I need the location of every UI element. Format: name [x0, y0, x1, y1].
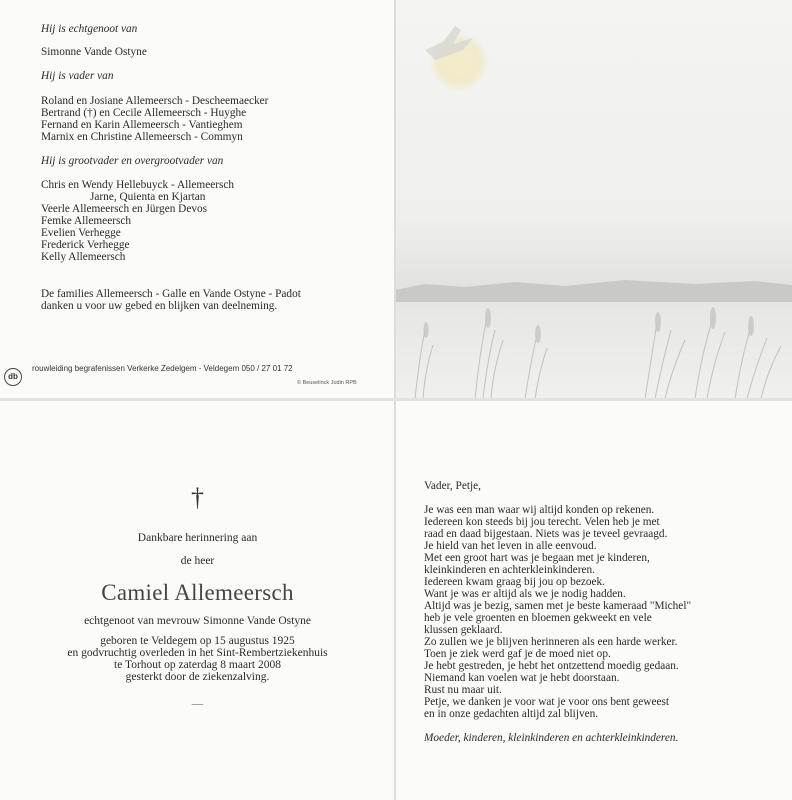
signature: Moeder, kinderen, kleinkinderen en achterkleinkinderen. — [424, 732, 679, 744]
spouse-line: echtgenoot van mevrouw Simonne Vande Ostyne — [84, 615, 311, 627]
poem-line: klussen geklaard. — [424, 624, 503, 636]
poem-line: Iedereen kon steeds bij jou terecht. Velen heb je met — [424, 516, 660, 528]
poem-line: raad en daad bijgestaan. Niets was je teveel gevraagd. — [424, 528, 668, 540]
detail-line: te Torhout op zaterdag 8 maart 2008 — [114, 659, 281, 671]
deceased-name: Camiel Allemeersch — [101, 580, 294, 605]
detail-line: gesterkt door de ziekenzalving. — [125, 671, 270, 683]
poem-line: Je hebt gestreden, je hebt het ontzettend moedig gedaan. — [424, 660, 679, 672]
poem-line: Altijd was je bezig, samen met je beste kameraad "Michel" — [424, 600, 692, 612]
honorific: de heer — [180, 555, 215, 567]
poem-line: Met een groot hart was je begaan met je kinderen, — [424, 552, 650, 564]
families-thanks-line: danken u voor uw gebed en blijken van deelneming. — [41, 300, 278, 312]
spouse-heading: Hij is echtgenoot van — [41, 23, 138, 35]
poem-line: Toen je ziek werd gaf je de moed niet op. — [424, 648, 611, 660]
grandchild-line: Jarne, Quienta en Kjartan — [90, 191, 206, 203]
detail-line: geboren te Veldegem op 15 augustus 1925 — [100, 635, 295, 647]
grandchild-line: Evelien Verhegge — [41, 227, 121, 239]
grandparent-heading: Hij is grootvader en overgrootvader van — [41, 155, 224, 167]
lake-landscape-image — [395, 0, 792, 399]
poem-line: heb je vele groenten en bloemen gekweekt en vele — [424, 612, 652, 624]
grandchild-line: Femke Allemeersch — [41, 215, 132, 227]
copyright-text: © Beuselinck Judin RPB — [297, 380, 357, 386]
poem-line: Niemand kan voelen wat je hebt doorstaan. — [424, 672, 620, 684]
poem-line: Petje, we danken je voor wat je voor ons bent geweest — [424, 696, 670, 708]
grandchild-line: Kelly Allemeersch — [41, 251, 126, 263]
horizontal-fold — [0, 398, 792, 401]
poem-line: kleinkinderen en achterkleinkinderen. — [424, 564, 595, 576]
poem-line: en in onze gedachten altijd zal blijven. — [424, 708, 599, 720]
grandchild-line: Chris en Wendy Hellebuyck - Allemeersch — [41, 179, 235, 191]
cross-icon: † — [191, 483, 204, 512]
panel-photo — [395, 0, 792, 399]
divider: — — [191, 698, 204, 710]
father-heading: Hij is vader van — [41, 70, 114, 82]
child-line: Roland en Josiane Allemeersch - Descheemaecker — [41, 95, 269, 107]
poem-line: Want je was er altijd als we je nodig hadden. — [424, 588, 626, 600]
families-thanks-line: De families Allemeersch - Galle en Vande Ostyne - Padot — [41, 288, 301, 300]
spouse-name: Simonne Vande Ostyne — [41, 46, 147, 58]
child-line: Marnix en Christine Allemeersch - Commyn — [41, 131, 243, 143]
greeting: Vader, Petje, — [424, 480, 481, 492]
poem-line: Rust nu maar uit. — [424, 684, 502, 696]
funeral-home-logo: db — [4, 368, 22, 386]
child-line: Bertrand (†) en Cecile Allemeersch - Huyghe — [41, 107, 247, 119]
child-line: Fernand en Karin Allemeersch - Vantieghem — [41, 119, 243, 131]
detail-line: en godvruchtig overleden in het Sint-Rembertziekenhuis — [67, 647, 328, 659]
poem-line: Je was een man waar wij altijd konden op rekenen. — [424, 504, 655, 516]
poem-line: Iedereen kwam graag bij jou op bezoek. — [424, 576, 605, 588]
funeral-home-text: rouwleiding begrafenissen Verkerke Zedelgem - Veldegem 050 / 27 01 72 — [32, 364, 293, 373]
memorial-line: Dankbare herinnering aan — [137, 532, 258, 544]
grandchild-line: Frederick Verhegge — [41, 239, 130, 251]
grandchild-line: Veerle Allemeersch en Jürgen Devos — [41, 203, 208, 215]
poem-line: Je hield van het leven in alle eenvoud. — [424, 540, 597, 552]
poem-line: Zo zullen we je blijven herinneren als een harde werker. — [424, 636, 678, 648]
